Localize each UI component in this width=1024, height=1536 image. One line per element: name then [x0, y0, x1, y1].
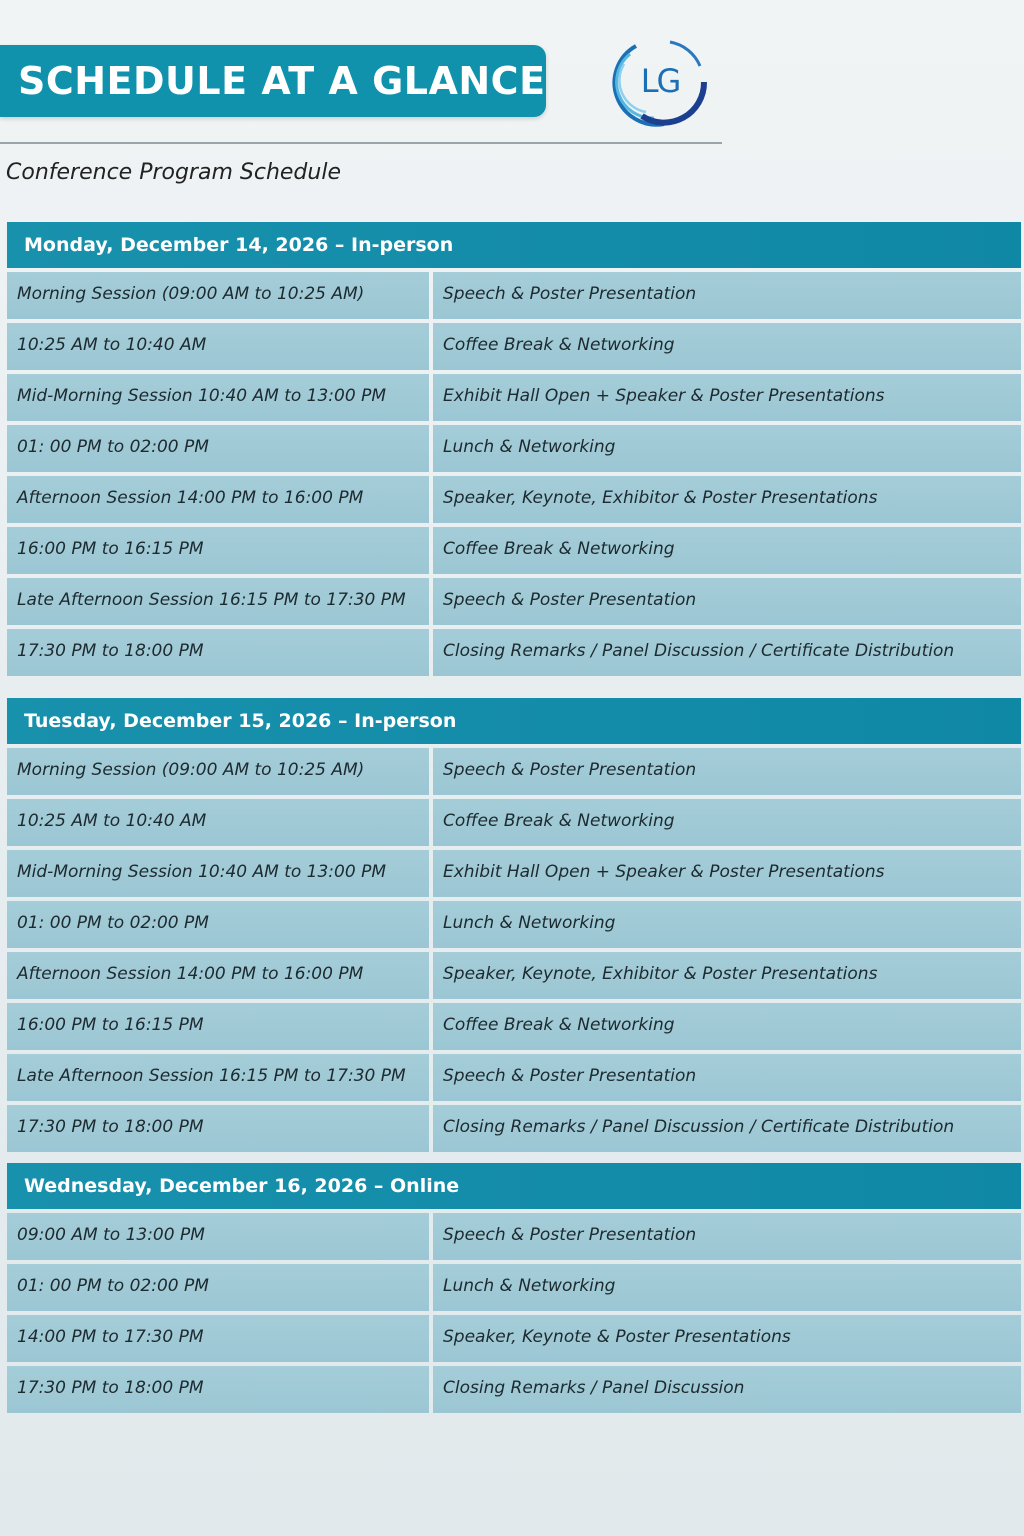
schedule-row — [7, 527, 1021, 574]
time-cell: Late Afternoon Session 16:15 PM to 17:30 PM — [7, 578, 429, 625]
activity-cell: Exhibit Hall Open + Speaker & Poster Presentations — [433, 850, 1021, 897]
schedule-row — [7, 952, 1021, 999]
day-section-monday — [7, 222, 1021, 676]
time-cell: Mid-Morning Session 10:40 AM to 13:00 PM — [7, 850, 429, 897]
schedule-row — [7, 1264, 1021, 1311]
schedule-row — [7, 1105, 1021, 1152]
time-cell: Morning Session (09:00 AM to 10:25 AM) — [7, 272, 429, 319]
time-cell: Morning Session (09:00 AM to 10:25 AM) — [7, 748, 429, 795]
schedule-row — [7, 323, 1021, 370]
logo-text: LG — [640, 62, 680, 100]
activity-cell: Closing Remarks / Panel Discussion / Certificate Distribution — [433, 1105, 1021, 1152]
schedule-row — [7, 748, 1021, 795]
schedule-row — [7, 578, 1021, 625]
time-cell: 17:30 PM to 18:00 PM — [7, 629, 429, 676]
time-cell: 01: 00 PM to 02:00 PM — [7, 1264, 429, 1311]
schedule-row — [7, 374, 1021, 421]
activity-cell: Speech & Poster Presentation — [433, 272, 1021, 319]
activity-cell: Speaker, Keynote & Poster Presentations — [433, 1315, 1021, 1362]
schedule-row — [7, 425, 1021, 472]
title-banner — [0, 45, 546, 117]
schedule-row — [7, 1366, 1021, 1413]
time-cell: 10:25 AM to 10:40 AM — [7, 323, 429, 370]
activity-cell: Speech & Poster Presentation — [433, 578, 1021, 625]
activity-cell: Closing Remarks / Panel Discussion / Certificate Distribution — [433, 629, 1021, 676]
schedule-row — [7, 1213, 1021, 1260]
schedule-row — [7, 850, 1021, 897]
time-cell: 01: 00 PM to 02:00 PM — [7, 425, 429, 472]
schedule-row — [7, 272, 1021, 319]
page-subtitle: Conference Program Schedule — [6, 160, 341, 185]
time-cell: Mid-Morning Session 10:40 AM to 13:00 PM — [7, 374, 429, 421]
time-cell: 17:30 PM to 18:00 PM — [7, 1105, 429, 1152]
activity-cell: Speech & Poster Presentation — [433, 748, 1021, 795]
schedule-row — [7, 1054, 1021, 1101]
time-cell: Late Afternoon Session 16:15 PM to 17:30 PM — [7, 1054, 429, 1101]
activity-cell: Speaker, Keynote, Exhibitor & Poster Presentations — [433, 952, 1021, 999]
schedule-row — [7, 799, 1021, 846]
activity-cell: Coffee Break & Networking — [433, 323, 1021, 370]
time-cell: 01: 00 PM to 02:00 PM — [7, 901, 429, 948]
activity-cell: Speech & Poster Presentation — [433, 1054, 1021, 1101]
time-cell: 14:00 PM to 17:30 PM — [7, 1315, 429, 1362]
time-cell: 10:25 AM to 10:40 AM — [7, 799, 429, 846]
time-cell: 16:00 PM to 16:15 PM — [7, 527, 429, 574]
schedule-row — [7, 629, 1021, 676]
lg-logo-icon — [608, 30, 708, 130]
activity-cell: Coffee Break & Networking — [433, 527, 1021, 574]
activity-cell: Lunch & Networking — [433, 901, 1021, 948]
page-title: SCHEDULE AT A GLANCE — [18, 59, 546, 103]
day-section-wednesday — [7, 1163, 1021, 1413]
schedule-row — [7, 1315, 1021, 1362]
time-cell: Afternoon Session 14:00 PM to 16:00 PM — [7, 476, 429, 523]
day-heading: Tuesday, December 15, 2026 – In-person — [7, 698, 1021, 744]
activity-cell: Lunch & Networking — [433, 425, 1021, 472]
schedule-row — [7, 901, 1021, 948]
activity-cell: Exhibit Hall Open + Speaker & Poster Presentations — [433, 374, 1021, 421]
activity-cell: Closing Remarks / Panel Discussion — [433, 1366, 1021, 1413]
schedule-row — [7, 1003, 1021, 1050]
time-cell: 09:00 AM to 13:00 PM — [7, 1213, 429, 1260]
time-cell: Afternoon Session 14:00 PM to 16:00 PM — [7, 952, 429, 999]
activity-cell: Speaker, Keynote, Exhibitor & Poster Presentations — [433, 476, 1021, 523]
day-heading: Wednesday, December 16, 2026 – Online — [7, 1163, 1021, 1209]
header-divider — [0, 142, 722, 144]
activity-cell: Coffee Break & Networking — [433, 799, 1021, 846]
activity-cell: Lunch & Networking — [433, 1264, 1021, 1311]
schedule-row — [7, 476, 1021, 523]
day-heading: Monday, December 14, 2026 – In-person — [7, 222, 1021, 268]
day-section-tuesday — [7, 698, 1021, 1152]
time-cell: 16:00 PM to 16:15 PM — [7, 1003, 429, 1050]
activity-cell: Speech & Poster Presentation — [433, 1213, 1021, 1260]
time-cell: 17:30 PM to 18:00 PM — [7, 1366, 429, 1413]
activity-cell: Coffee Break & Networking — [433, 1003, 1021, 1050]
